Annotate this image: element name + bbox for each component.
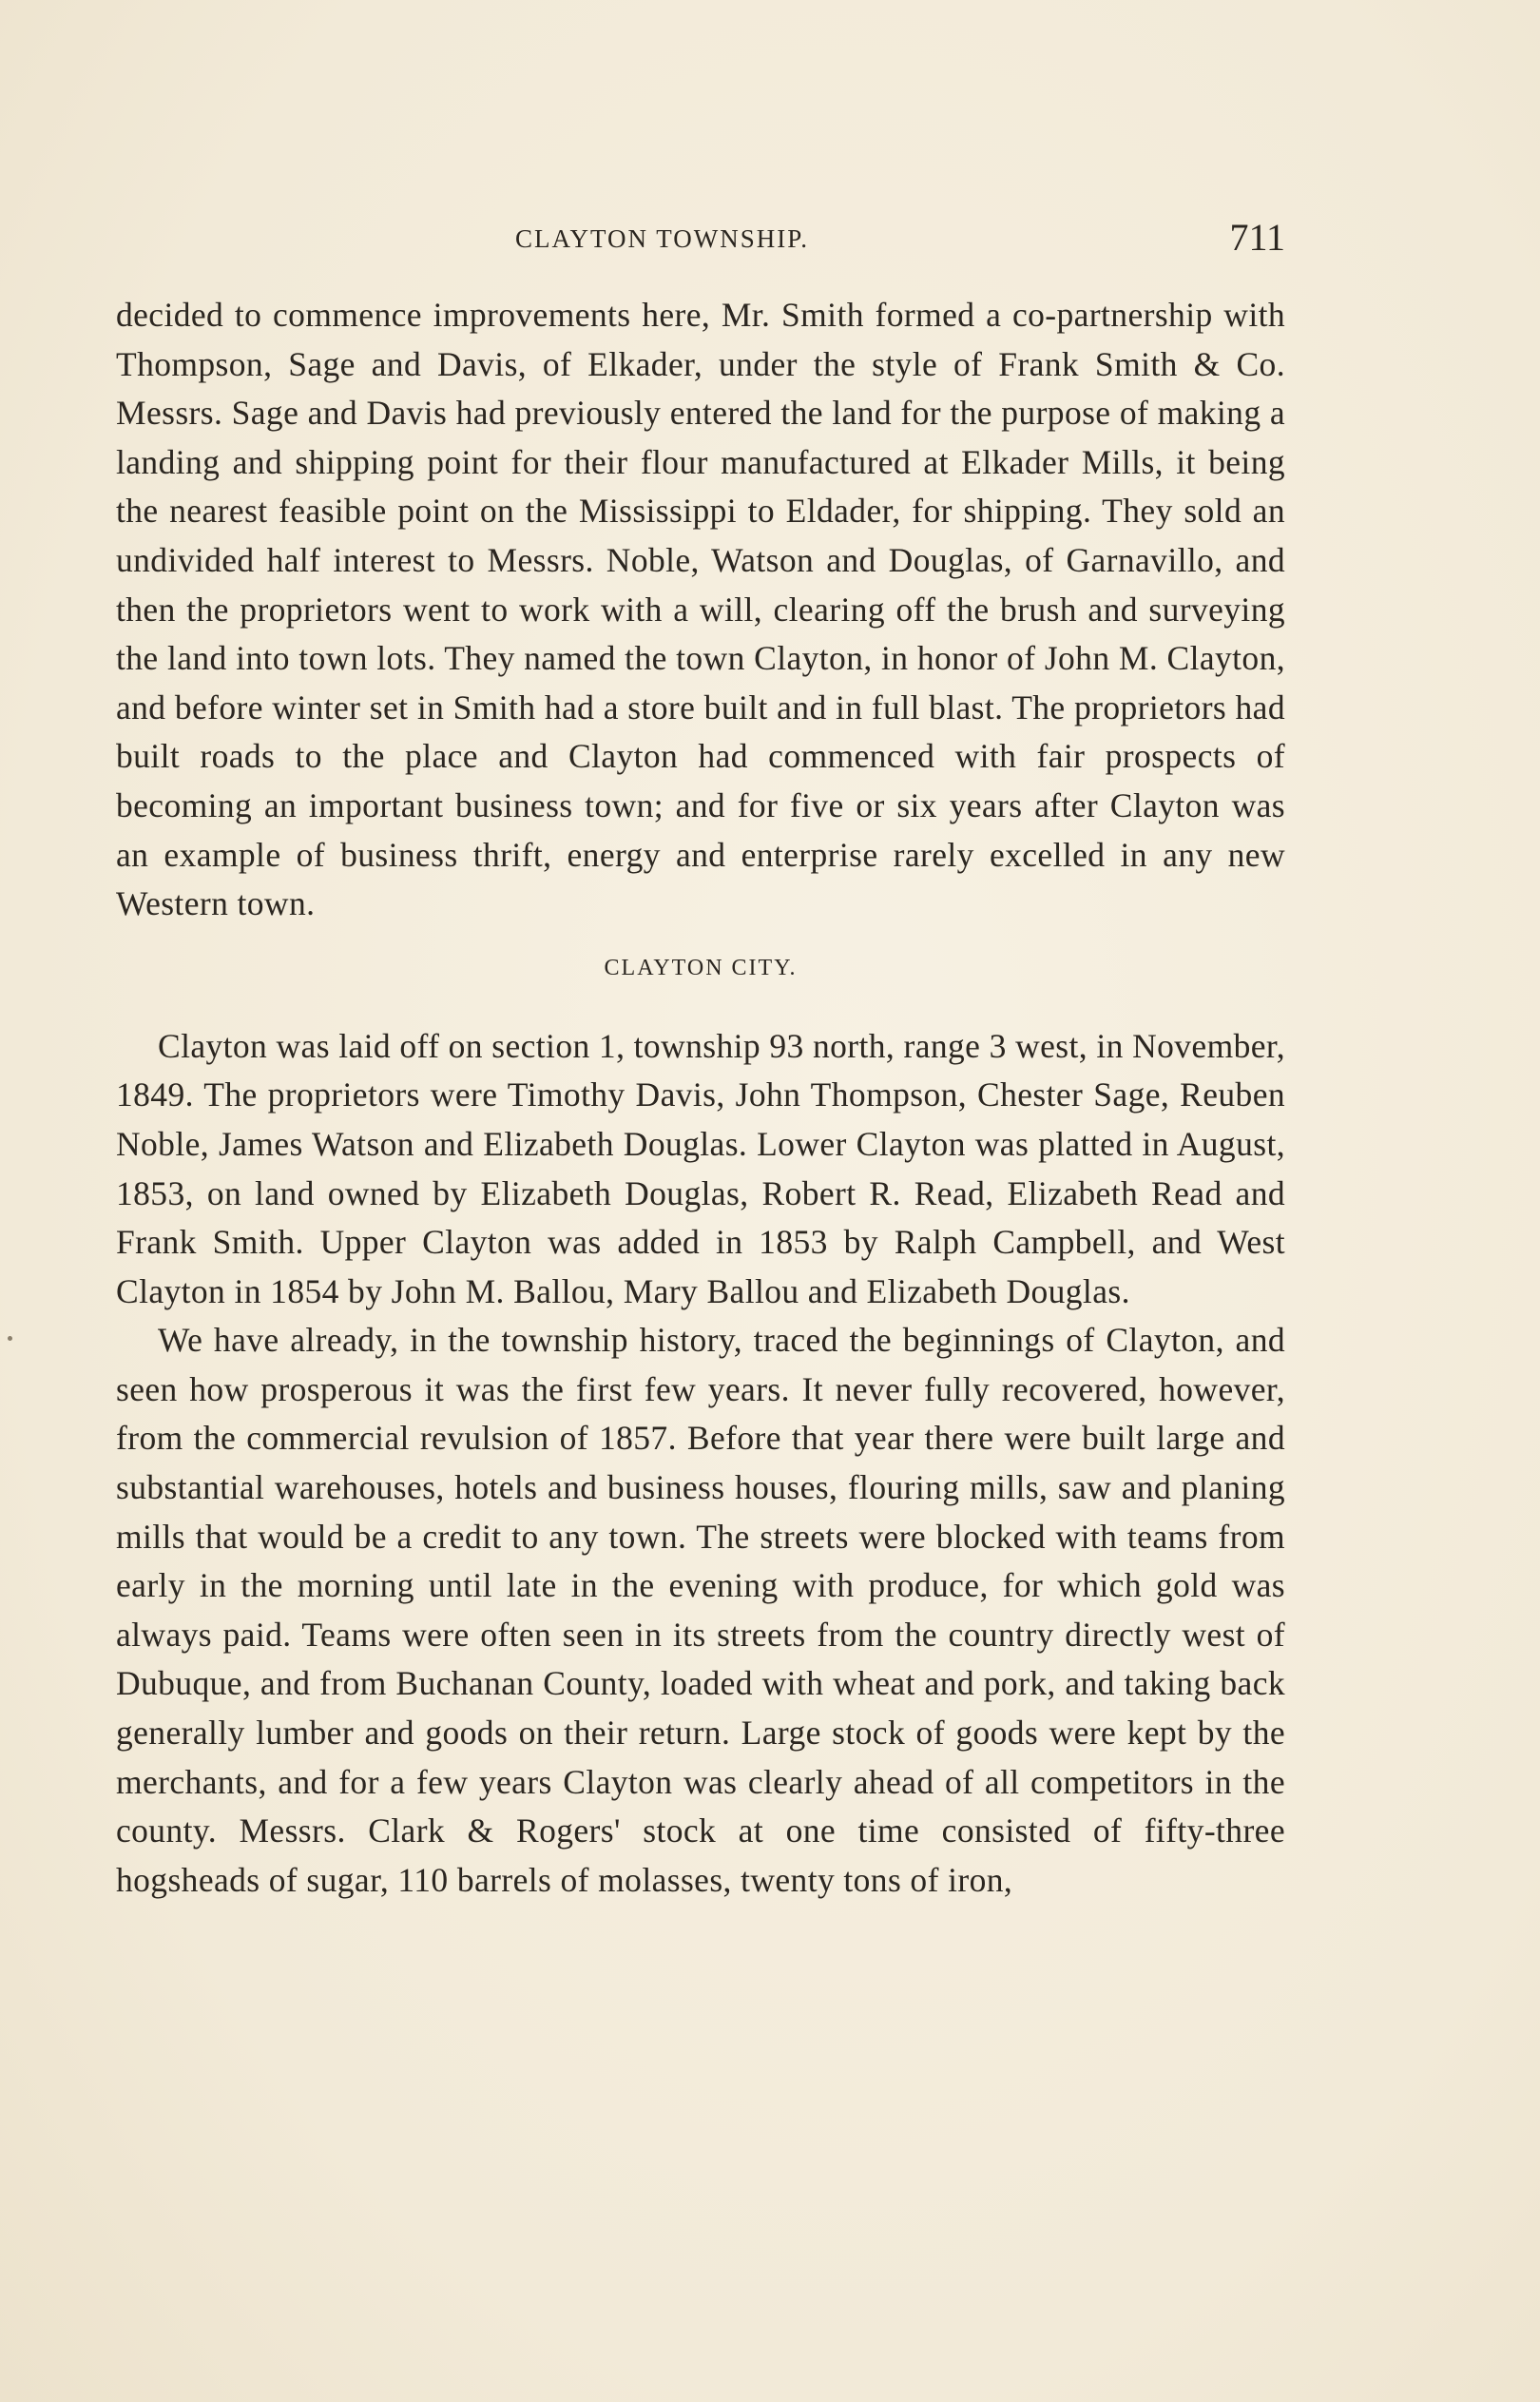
paragraph-3: We have already, in the township history, traced the beginnings of Clayton, and seen how prosperous it was the first few years. It never fully recovered, however, from the commercial revulsion of 1857. Before that year there were built large and substantial warehouses, hotels and business houses, flouring mills, saw and planing mills that would be a credit to any town. The streets were blocked with teams from early in the morning until late in the evening with produce, for which gold was always paid. Teams were often seen in its streets from the country directly west of Dubuque, and from Buchanan County, loaded with wheat and pork, and taking back generally lumber and goods on their return. Large stock of goods were kept by the merchants, and for a few years Clayton was clearly ahead of all competitors in the county. Messrs. Clark & Rogers' stock at one time consisted of fifty-three hogsheads of sugar, 110 barrels of molasses, twenty tons of iron, [116,1321,1285,1899]
section-heading: CLAYTON CITY. [604,955,798,980]
running-header [116,215,1285,261]
margin-dot [8,1336,12,1341]
body-text [116,291,1285,1905]
page-number: 711 [1229,216,1285,259]
running-title: CLAYTON TOWNSHIP. [515,224,810,253]
paragraph-1: decided to commence improvements here, Mr. Smith formed a co-partnership with Thompson, Sage and Davis, of Elkader, under the style of Frank Smith & Co. Messrs. Sage and Davis had previously entered the land for the purpose of making a landing and shipping point for their flour manufactured at Elkader Mills, it being the nearest feasible point on the Mississippi to Eldader, for shipping. They sold an undivided half interest to Messrs. Noble, Watson and Douglas, of Garnavillo, and then the proprietors went to work with a will, clearing off the brush and surveying the land into town lots. They named the town Clayton, in honor of John M. Clayton, and before winter set in Smith had a store built and in full blast. The proprietors had built roads to the place and Clayton had commenced with fair prospects of becoming an important business town; and for five or six years after Clayton was an example of business thrift, energy and enterprise rarely excelled in any new Western town. [116,296,1285,923]
paragraph-2: Clayton was laid off on section 1, township 93 north, range 3 west, in November, 1849. The proprietors were Timothy Davis, John Thompson, Chester Sage, Reuben Noble, James Watson and Elizabeth Douglas. Lower Clayton was platted in August, 1853, on land owned by Elizabeth Douglas, Robert R. Read, Elizabeth Read and Frank Smith. Upper Clayton was added in 1853 by Ralph Campbell, and West Clayton in 1854 by John M. Ballou, Mary Ballou and Elizabeth Douglas. [116,1026,1285,1310]
